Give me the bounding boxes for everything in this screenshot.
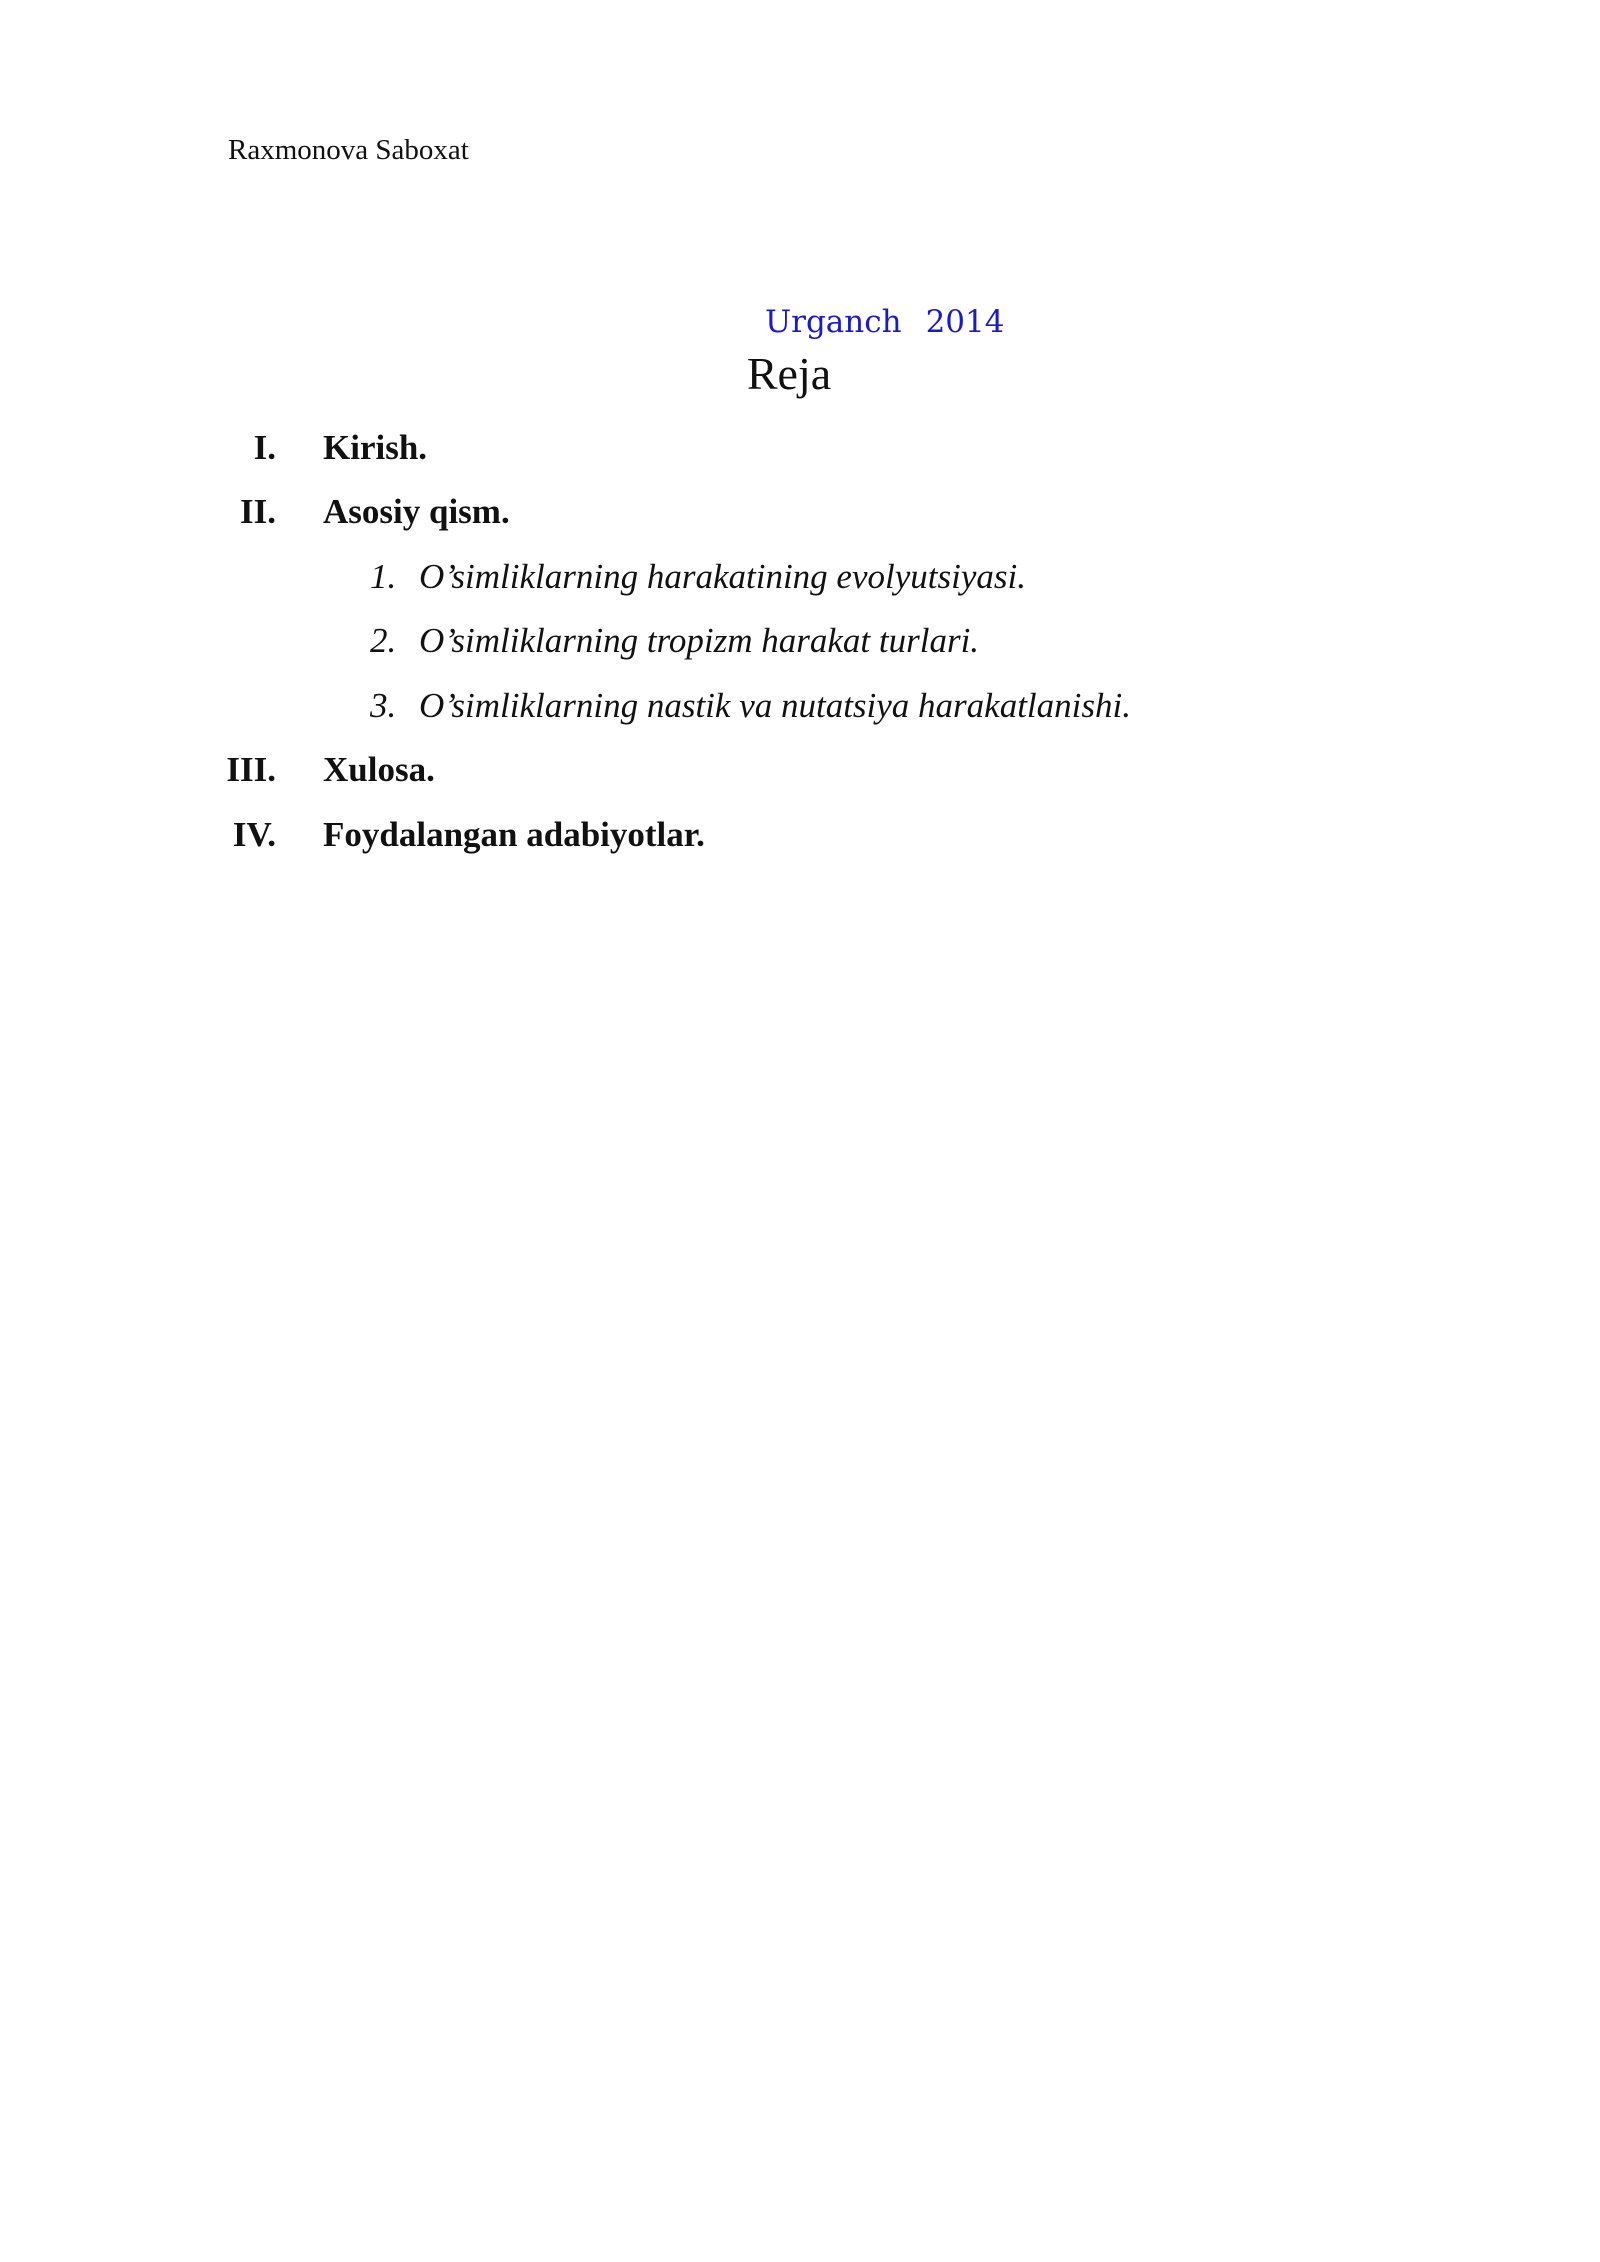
- outline-item-number: I.: [253, 428, 276, 467]
- outline-subitem-label: O’simliklarning tropizm harakat turlari.: [419, 621, 980, 660]
- outline-item-number: IV.: [232, 815, 276, 854]
- outline-item-number: III.: [226, 750, 276, 789]
- outline-item-label: Foydalangan adabiyotlar.: [323, 815, 705, 854]
- outline-subitem: [0, 682, 1600, 730]
- outline-item: [0, 424, 1600, 472]
- outline-subitem-number: 2.: [370, 621, 397, 660]
- outline-item-label: Asosiy qism.: [323, 492, 510, 531]
- outline-subitem-label: O’simliklarning nastik va nutatsiya harakatlanishi.: [419, 686, 1131, 725]
- outline-subitem-number: 1.: [370, 557, 397, 596]
- plan-title: Reja: [746, 348, 832, 399]
- year-text: 2014: [925, 304, 1005, 340]
- outline-item: [0, 746, 1600, 794]
- outline-subitem: [0, 617, 1600, 665]
- outline-item-number: II.: [240, 492, 276, 531]
- outline-item-label: Xulosa.: [323, 750, 435, 789]
- outline-subitem-label: O’simliklarning harakatining evolyutsiyasi.: [419, 557, 1026, 596]
- author-name: Raxmonova Saboxat: [228, 134, 469, 166]
- outline-item: [0, 488, 1600, 536]
- outline-item: [0, 811, 1600, 859]
- place-text: Urganch: [765, 304, 902, 340]
- outline-subitem-number: 3.: [370, 686, 397, 725]
- outline-subitem: [0, 553, 1600, 601]
- outline-item-label: Kirish.: [323, 428, 428, 467]
